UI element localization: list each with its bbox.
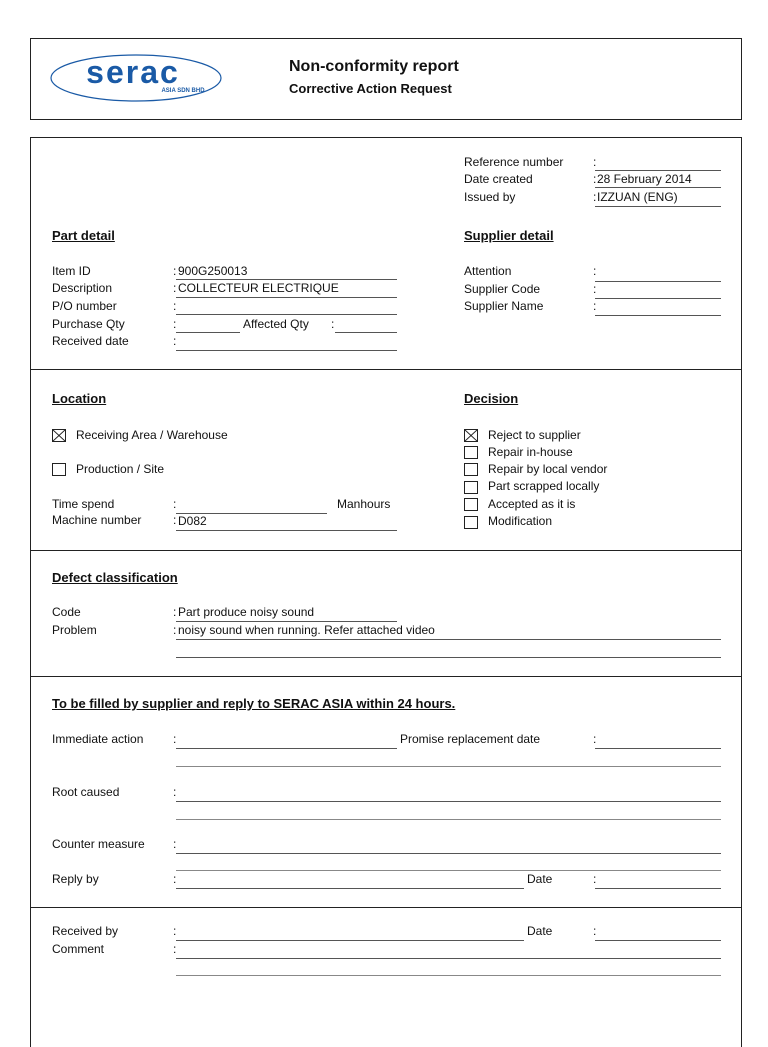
checked-x-icon	[53, 430, 65, 441]
logo-subtext: ASIA SDN BHD	[161, 88, 205, 94]
field-line	[176, 530, 397, 531]
received-by-label: Received by	[52, 924, 119, 938]
report-subtitle: Corrective Action Request	[289, 81, 452, 96]
reply-by-field[interactable]	[176, 888, 524, 889]
manhours-label: Manhours	[337, 497, 391, 511]
colon: :	[593, 190, 597, 204]
field-line	[176, 766, 721, 767]
field-line	[176, 657, 721, 658]
repair-by-local-vendor-label: Repair by local vendor	[488, 462, 608, 476]
code-value[interactable]: Part produce noisy sound	[178, 605, 315, 619]
colon: :	[173, 334, 177, 348]
item-id-value[interactable]: 900G250013	[178, 264, 248, 278]
code-label: Code	[52, 605, 81, 619]
problem-label: Problem	[52, 623, 97, 637]
production-site-checkbox[interactable]	[52, 463, 66, 476]
comment-field[interactable]	[176, 958, 721, 959]
part-scrapped-locally-checkbox[interactable]	[464, 481, 478, 494]
description-label: Description	[52, 281, 113, 295]
part-detail-title: Part detail	[52, 228, 115, 243]
report-title: Non-conformity report	[289, 58, 459, 75]
promise-replacement-date-label: Promise replacement date	[400, 732, 541, 746]
logo-text: serac	[86, 54, 180, 90]
colon: :	[173, 623, 177, 637]
machine-number-label: Machine number	[52, 513, 142, 527]
decision-title: Decision	[464, 391, 519, 406]
defect-classification-title: Defect classification	[52, 570, 178, 585]
colon: :	[593, 282, 597, 296]
header-box	[30, 38, 742, 120]
colon: :	[173, 942, 177, 956]
repair-by-local-vendor-checkbox[interactable]	[464, 463, 478, 476]
accepted-as-it-is-label: Accepted as it is	[488, 497, 576, 511]
received-by-field[interactable]	[176, 940, 524, 941]
receipt-date-field[interactable]	[595, 940, 721, 941]
field-line	[176, 975, 721, 976]
immediate-action-label: Immediate action	[52, 732, 144, 746]
immediate-action-field[interactable]	[176, 748, 397, 749]
issued-by-label: Issued by	[464, 190, 516, 204]
colon: :	[593, 299, 597, 313]
repair-in-house-checkbox[interactable]	[464, 446, 478, 459]
field-line	[595, 187, 721, 188]
colon: :	[593, 924, 597, 938]
item-id-label: Item ID	[52, 264, 91, 278]
field-line	[335, 332, 397, 333]
date-created-label: Date created	[464, 172, 533, 186]
colon: :	[173, 317, 177, 331]
colon: :	[173, 605, 177, 619]
colon: :	[173, 872, 177, 886]
reference-number-label: Reference number	[464, 155, 564, 169]
supplier-name-label: Supplier Name	[464, 299, 544, 313]
production-site-label: Production / Site	[76, 462, 165, 476]
colon: :	[173, 785, 177, 799]
accepted-as-it-is-checkbox[interactable]	[464, 498, 478, 511]
field-line	[176, 819, 721, 820]
field-line	[176, 621, 397, 622]
po-number-label: P/O number	[52, 299, 117, 313]
reject-to-supplier-checkbox[interactable]	[464, 429, 478, 442]
counter-measure-label: Counter measure	[52, 837, 145, 851]
reply-date-field[interactable]	[595, 888, 721, 889]
description-value[interactable]: COLLECTEUR ELECTRIQUE	[178, 281, 339, 295]
colon: :	[173, 924, 177, 938]
receiving-area-checkbox[interactable]	[52, 429, 66, 442]
modification-checkbox[interactable]	[464, 516, 478, 529]
colon: :	[173, 281, 177, 295]
affected-qty-label: Affected Qty	[243, 317, 309, 331]
receipt-date-label: Date	[527, 924, 553, 938]
checked-x-icon	[465, 430, 477, 441]
colon: :	[173, 513, 177, 527]
colon: :	[593, 155, 597, 169]
machine-number-value[interactable]: D082	[178, 514, 207, 528]
receiving-area-label: Receiving Area / Warehouse	[76, 428, 228, 442]
field-line	[595, 170, 721, 171]
field-line	[176, 350, 397, 351]
field-line	[595, 281, 721, 282]
field-line	[176, 870, 721, 871]
field-line	[176, 639, 721, 640]
counter-measure-field[interactable]	[176, 853, 721, 854]
colon: :	[173, 299, 177, 313]
repair-in-house-label: Repair in-house	[488, 445, 573, 459]
colon: :	[173, 732, 177, 746]
root-caused-label: Root caused	[52, 785, 120, 799]
field-line	[176, 297, 397, 298]
location-title: Location	[52, 391, 107, 406]
colon: :	[593, 264, 597, 278]
colon: :	[331, 317, 335, 331]
field-line	[595, 206, 721, 207]
colon: :	[593, 172, 597, 186]
reply-by-label: Reply by	[52, 872, 99, 886]
field-line	[595, 315, 721, 316]
serac-logo	[49, 53, 224, 103]
received-date-label: Received date	[52, 334, 129, 348]
colon: :	[593, 732, 597, 746]
colon: :	[173, 264, 177, 278]
receipt-section	[30, 907, 742, 1047]
supplier-code-label: Supplier Code	[464, 282, 541, 296]
reply-date-label: Date	[527, 872, 553, 886]
part-scrapped-locally-label: Part scrapped locally	[488, 479, 600, 493]
field-line	[176, 279, 397, 280]
time-spend-label: Time spend	[52, 497, 115, 511]
supplier-detail-title: Supplier detail	[464, 228, 554, 243]
field-line	[176, 332, 240, 333]
issued-by-value[interactable]: IZZUAN (ENG)	[597, 190, 678, 204]
supplier-reply-title: To be filled by supplier and reply to SERAC ASIA within 24 hours.	[52, 696, 456, 711]
field-line	[176, 314, 397, 315]
root-caused-field[interactable]	[176, 801, 721, 802]
promise-replacement-date-field[interactable]	[595, 748, 721, 749]
modification-label: Modification	[488, 514, 553, 528]
purchase-qty-label: Purchase Qty	[52, 317, 125, 331]
problem-value[interactable]: noisy sound when running. Refer attached video	[178, 623, 435, 637]
reject-to-supplier-label: Reject to supplier	[488, 428, 581, 442]
colon: :	[173, 497, 177, 511]
colon: :	[593, 872, 597, 886]
colon: :	[173, 837, 177, 851]
comment-label: Comment	[52, 942, 105, 956]
field-line	[595, 298, 721, 299]
date-created-value[interactable]: 28 February 2014	[597, 172, 692, 186]
attention-label: Attention	[464, 264, 512, 278]
